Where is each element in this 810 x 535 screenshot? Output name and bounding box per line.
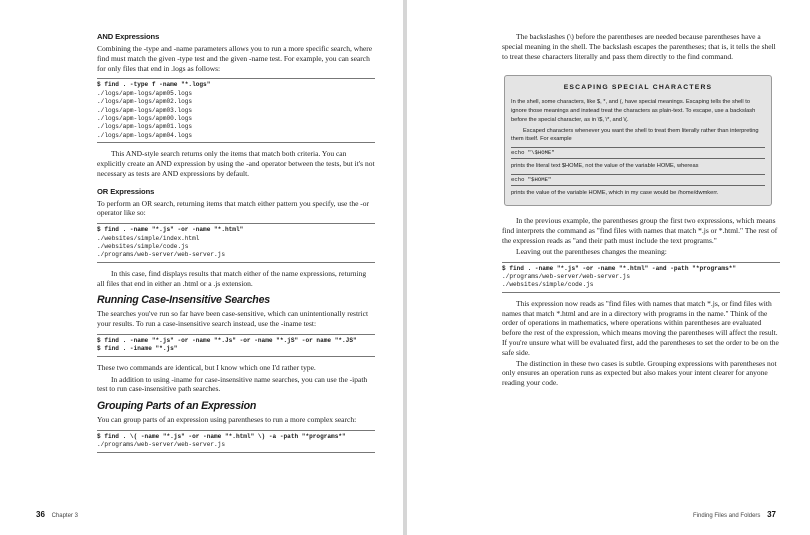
- code-line: ./logs/apm-logs/apm00.logs: [97, 115, 193, 123]
- sidebar-code-1: echo "\$HOME": [511, 147, 765, 159]
- code-line: ./programs/web-server/web-server.js: [502, 272, 630, 280]
- code-line: $ find . -name "*.js" -or -name "*.Js" -or -name "*.jS" -or name "*.JS": [97, 337, 357, 345]
- right-column: [502, 32, 780, 393]
- code-block-no-parens: [502, 262, 780, 293]
- code-line: ./logs/apm-logs/apm05.logs: [97, 89, 193, 97]
- group-paragraph-1: You can group parts of an expression using parentheses to run a more complex search:: [97, 415, 357, 425]
- grouping-heading: Grouping Parts of an Expression: [97, 400, 257, 413]
- case-paragraph-3: In addition to using -iname for case-insensitive name searches, you can use the -ipath test to run case-insensitive path searches.: [97, 374, 368, 394]
- sidebar-box: [504, 75, 772, 206]
- left-page: [0, 0, 403, 535]
- and-expressions-heading: AND Expressions: [97, 32, 160, 41]
- sidebar-paragraph-1: In the shell, some characters, like $, *, and (, have special meanings. Escaping tells the shell to ignore those meanings and instead treat the characters as plain-text. To escape, use a backslash before the special character, as in \$, \*, and \(.: [511, 99, 756, 123]
- code-block-and: [97, 78, 375, 143]
- left-column: [97, 32, 375, 459]
- code-line: $ find . -type f -name "*.logs": [97, 81, 211, 89]
- code-line: ./websites/simple/index.html: [97, 234, 200, 242]
- code-line: ./programs/web-server/web-server.js: [97, 251, 225, 259]
- code-line: ./websites/simple/code.js: [97, 243, 189, 251]
- expression-reads-paragraph: This expression now reads as "find files with names that match *.js, or find files with names that match *.html and are in a directory with programs in the name." Think of the order of operations in mathematics, where operations within parentheses are evaluated before the rest of the expression, which means moving the parentheses will affect the result. If you're unsure what will be evaluated first, add the parentheses to set the order to be on the safe side.: [502, 298, 779, 357]
- sidebar-title: ESCAPING SPECIAL CHARACTERS: [563, 84, 713, 92]
- code-block-case: [97, 334, 375, 357]
- and-paragraph-1: Combining the -type and -name parameters allows you to run a more specific search, where find must match the given -type test and the given -name test. For example, you can search for only files that end in .logs as follows:: [97, 44, 373, 73]
- sidebar-code-2: echo "$HOME": [511, 174, 765, 186]
- distinction-paragraph: The distinction in these two cases is subtle. Grouping expressions with parentheses not only ensures an operation runs as expected but also makes your intent clearer for anyone reading your code.: [502, 358, 777, 388]
- left-footer: [36, 510, 78, 519]
- sidebar-paragraph-3: prints the literal text $HOME, not the value of the variable HOME, whereas: [511, 162, 699, 169]
- case-paragraph-1: The searches you've run so far have been case-sensitive, which can unintentionally restrict your results. To run a case-insensitive search instead, use the -iname test:: [97, 309, 369, 329]
- page-number: 37: [767, 510, 776, 519]
- case-insensitive-heading: Running Case-Insensitive Searches: [97, 294, 270, 307]
- or-paragraph-1: To perform an OR search, returning items that match either pattern you specify, use the -or operator like so:: [97, 198, 370, 218]
- code-line: $ find . -name "*.js" -or -name "*.html" -and -path "*programs*": [502, 264, 737, 272]
- chapter-label: Chapter 3: [51, 513, 78, 519]
- sidebar-paragraph-4: prints the value of the variable HOME, which in my case would be /home/dwmkerr.: [511, 189, 719, 196]
- or-expressions-heading: OR Expressions: [97, 186, 155, 196]
- running-title: Finding Files and Folders: [693, 513, 761, 519]
- leaving-out-paragraph: Leaving out the parentheses changes the meaning:: [516, 246, 667, 256]
- right-page: [407, 0, 810, 535]
- backslash-paragraph: The backslashes (\) before the parentheses are needed because parentheses have a special meaning in the shell. The backslash escapes the parentheses; that is, it tells the shell to treat these characters literally and pass them directly to the find command.: [502, 32, 776, 61]
- page-number: 36: [36, 510, 45, 519]
- code-line: ./logs/apm-logs/apm04.logs: [97, 131, 193, 139]
- and-paragraph-2: This AND-style search returns only the items that match both criteria. You can explicitly create an AND expression by using the -and operator between the tests, but it's not necessary as tests are AND expressions by default.: [97, 149, 375, 178]
- code-line: ./logs/apm-logs/apm01.logs: [97, 123, 193, 131]
- or-paragraph-2: In this case, find displays results that match either of the name expressions, returning all files that end in either an .html or a .js extension.: [97, 268, 367, 288]
- code-line: ./websites/simple/code.js: [502, 281, 594, 289]
- code-line: ./programs/web-server/web-server.js: [97, 441, 225, 449]
- code-line: $ find . -iname "*.js": [97, 345, 178, 353]
- sidebar-paragraph-2: Escaped characters whenever you want the shell to treat them literally rather than interpreting them itself. For example: [511, 127, 759, 143]
- code-block-or: [97, 223, 375, 263]
- code-block-group: [97, 430, 375, 453]
- code-line: $ find . \( -name "*.js" -or -name "*.html" \) -a -path "*programs*": [97, 433, 346, 441]
- code-line: $ find . -name "*.js" -or -name "*.html": [97, 226, 244, 234]
- code-line: ./logs/apm-logs/apm02.logs: [97, 98, 193, 106]
- previous-example-paragraph: In the previous example, the parentheses group the first two expressions, which means find interprets the command as "find files with names that match *.js or *.html." The rest of the expression reads as "and their path must include the text programs.": [502, 216, 778, 245]
- code-line: ./logs/apm-logs/apm03.logs: [97, 106, 193, 114]
- right-footer: [693, 510, 776, 519]
- case-paragraph-2: These two commands are identical, but I know which one I'd rather type.: [97, 362, 316, 372]
